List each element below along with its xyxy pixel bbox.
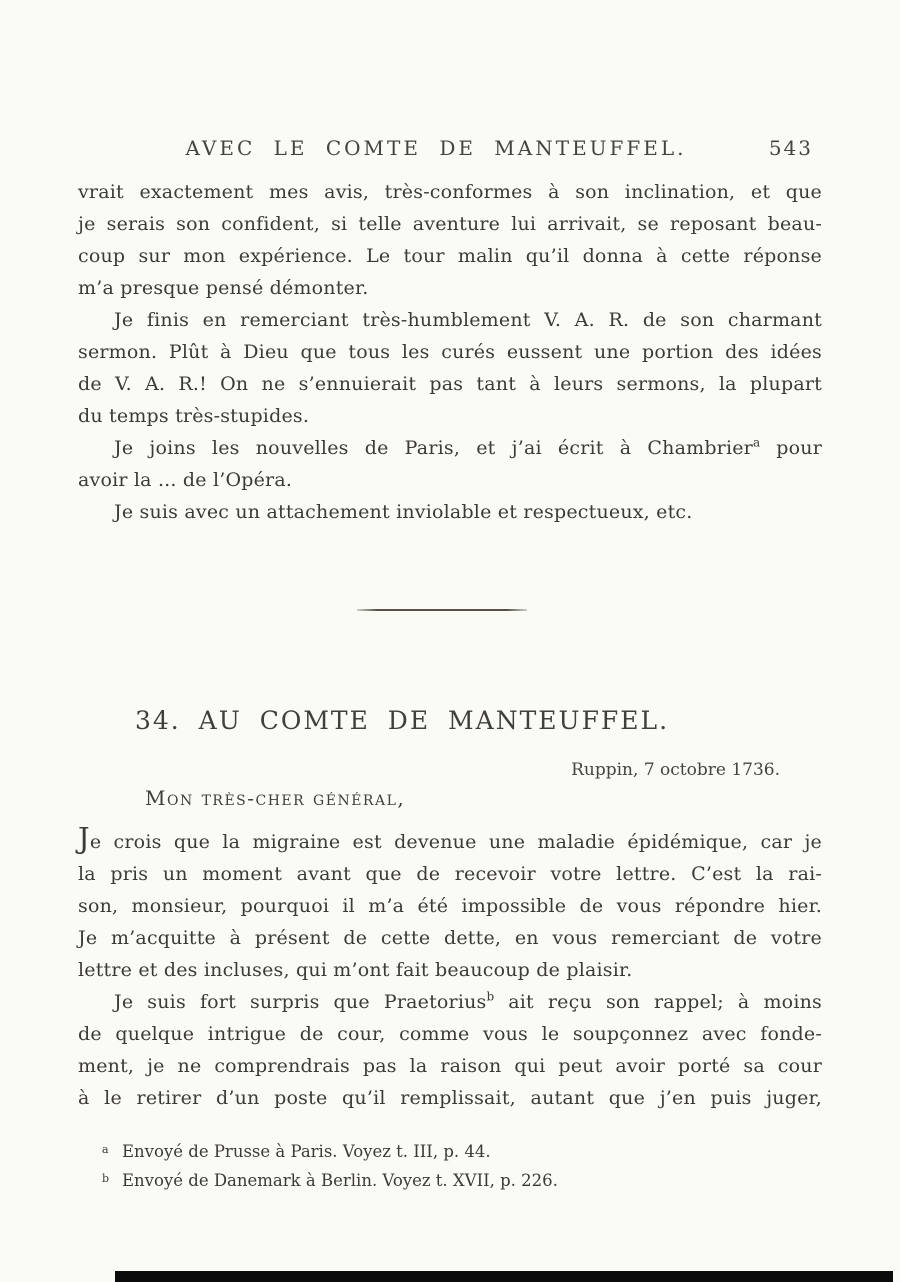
- text-line: [78, 304, 822, 336]
- paragraph: [78, 821, 822, 986]
- text-segment: coup sur mon expérience. Le tour malin qu’il donna à cette réponse: [78, 245, 822, 267]
- letter-end-paragraphs: [78, 176, 822, 528]
- paragraph: [78, 496, 822, 528]
- text-segment: avoir la ... de l’Opéra.: [78, 469, 293, 491]
- paragraph: [78, 304, 822, 432]
- footnote-text: Envoyé de Danemark à Berlin. Voyez t. XVII, p. 226.: [122, 1171, 558, 1190]
- text-segment: pour: [760, 437, 822, 459]
- section-divider-rule: [357, 609, 527, 611]
- footnote-ref: a: [752, 435, 761, 450]
- initial-letter: J: [78, 821, 90, 855]
- text-segment: m’a presque pensé démonter.: [78, 277, 369, 299]
- text-segment: la pris un moment avant que de recevoir votre lettre. C’est la rai-: [78, 863, 822, 885]
- text-line: [78, 208, 822, 240]
- text-segment: je serais son confident, si telle aventure lui arrivait, se reposant beau-: [78, 213, 822, 235]
- text-segment: vrait exactement mes avis, très-conformes à son inclination, et que: [78, 181, 822, 203]
- text-segment: de quelque intrigue de cour, comme vous le soupçonnez avec fonde-: [78, 1023, 822, 1045]
- text-line: [78, 858, 822, 890]
- footnote-marker: b: [102, 1172, 110, 1185]
- text-segment: e crois que la migraine est devenue une maladie épidémique, car je: [89, 831, 822, 853]
- paragraph: [78, 432, 822, 496]
- text-line: [78, 986, 822, 1018]
- text-line: [78, 496, 822, 528]
- text-segment: Je finis en remerciant très-humblement V. A. R. de son charmant: [114, 309, 822, 331]
- text-segment: Je joins les nouvelles de Paris, et j’ai écrit à Chambrier: [114, 437, 753, 459]
- dateline: Ruppin, 7 octobre 1736.: [571, 760, 780, 780]
- footnote: [78, 1136, 822, 1165]
- text-segment: ait reçu son rappel; à moins: [494, 991, 822, 1013]
- text-segment: à le retirer d’un poste qu’il remplissait, autant que j’en puis juger,: [78, 1087, 822, 1109]
- footnote: [78, 1165, 822, 1194]
- text-segment: son, monsieur, pourquoi il m’a été impossible de vous répondre hier.: [78, 895, 822, 917]
- paragraph: [78, 176, 822, 304]
- running-head-title: AVEC LE COMTE DE MANTEUFFEL.: [185, 136, 687, 160]
- footnote-list: [78, 1136, 822, 1194]
- page-number: 543: [768, 136, 813, 160]
- text-segment: sermon. Plût à Dieu que tous les curés eussent une portion des idées: [78, 341, 822, 363]
- text-line: [78, 176, 822, 208]
- running-head: [78, 136, 822, 166]
- salutation: Mon très-cher général,: [145, 786, 406, 810]
- scan-artifact-bar: [115, 1271, 893, 1282]
- footnote-marker: a: [102, 1143, 109, 1156]
- paragraph: [78, 986, 822, 1114]
- letter-heading-text: 34. AU COMTE DE MANTEUFFEL.: [134, 706, 670, 735]
- text-segment: de V. A. R.! On ne s’ennuierait pas tant à leurs sermons, la plupart: [78, 373, 822, 395]
- text-line: [78, 240, 822, 272]
- text-segment: Je m’acquitte à présent de cette dette, en vous remerciant de votre: [78, 927, 822, 949]
- letter-heading: [78, 706, 822, 735]
- letter-body-paragraphs: [78, 821, 822, 1114]
- text-segment: Je suis fort surpris que Praetorius: [114, 991, 487, 1013]
- text-line: [78, 464, 822, 496]
- text-line: [78, 272, 822, 304]
- text-segment: lettre et des incluses, qui m’ont fait beaucoup de plaisir.: [78, 959, 633, 981]
- text-segment: Je suis avec un attachement inviolable et respectueux, etc.: [114, 501, 693, 523]
- text-line: [78, 821, 822, 858]
- footnote-ref: b: [486, 989, 495, 1004]
- text-line: [78, 890, 822, 922]
- text-line: [78, 432, 822, 464]
- text-segment: du temps très-stupides.: [78, 405, 310, 427]
- text-segment: ment, je ne comprendrais pas la raison qui peut avoir porté sa cour: [78, 1055, 822, 1077]
- text-line: [78, 336, 822, 368]
- text-line: [78, 922, 822, 954]
- text-line: [78, 1018, 822, 1050]
- text-line: [78, 1050, 822, 1082]
- text-line: [78, 368, 822, 400]
- text-line: [78, 400, 822, 432]
- text-line: [78, 954, 822, 986]
- text-line: [78, 1082, 822, 1114]
- footnote-text: Envoyé de Prusse à Paris. Voyez t. III, p. 44.: [122, 1142, 491, 1161]
